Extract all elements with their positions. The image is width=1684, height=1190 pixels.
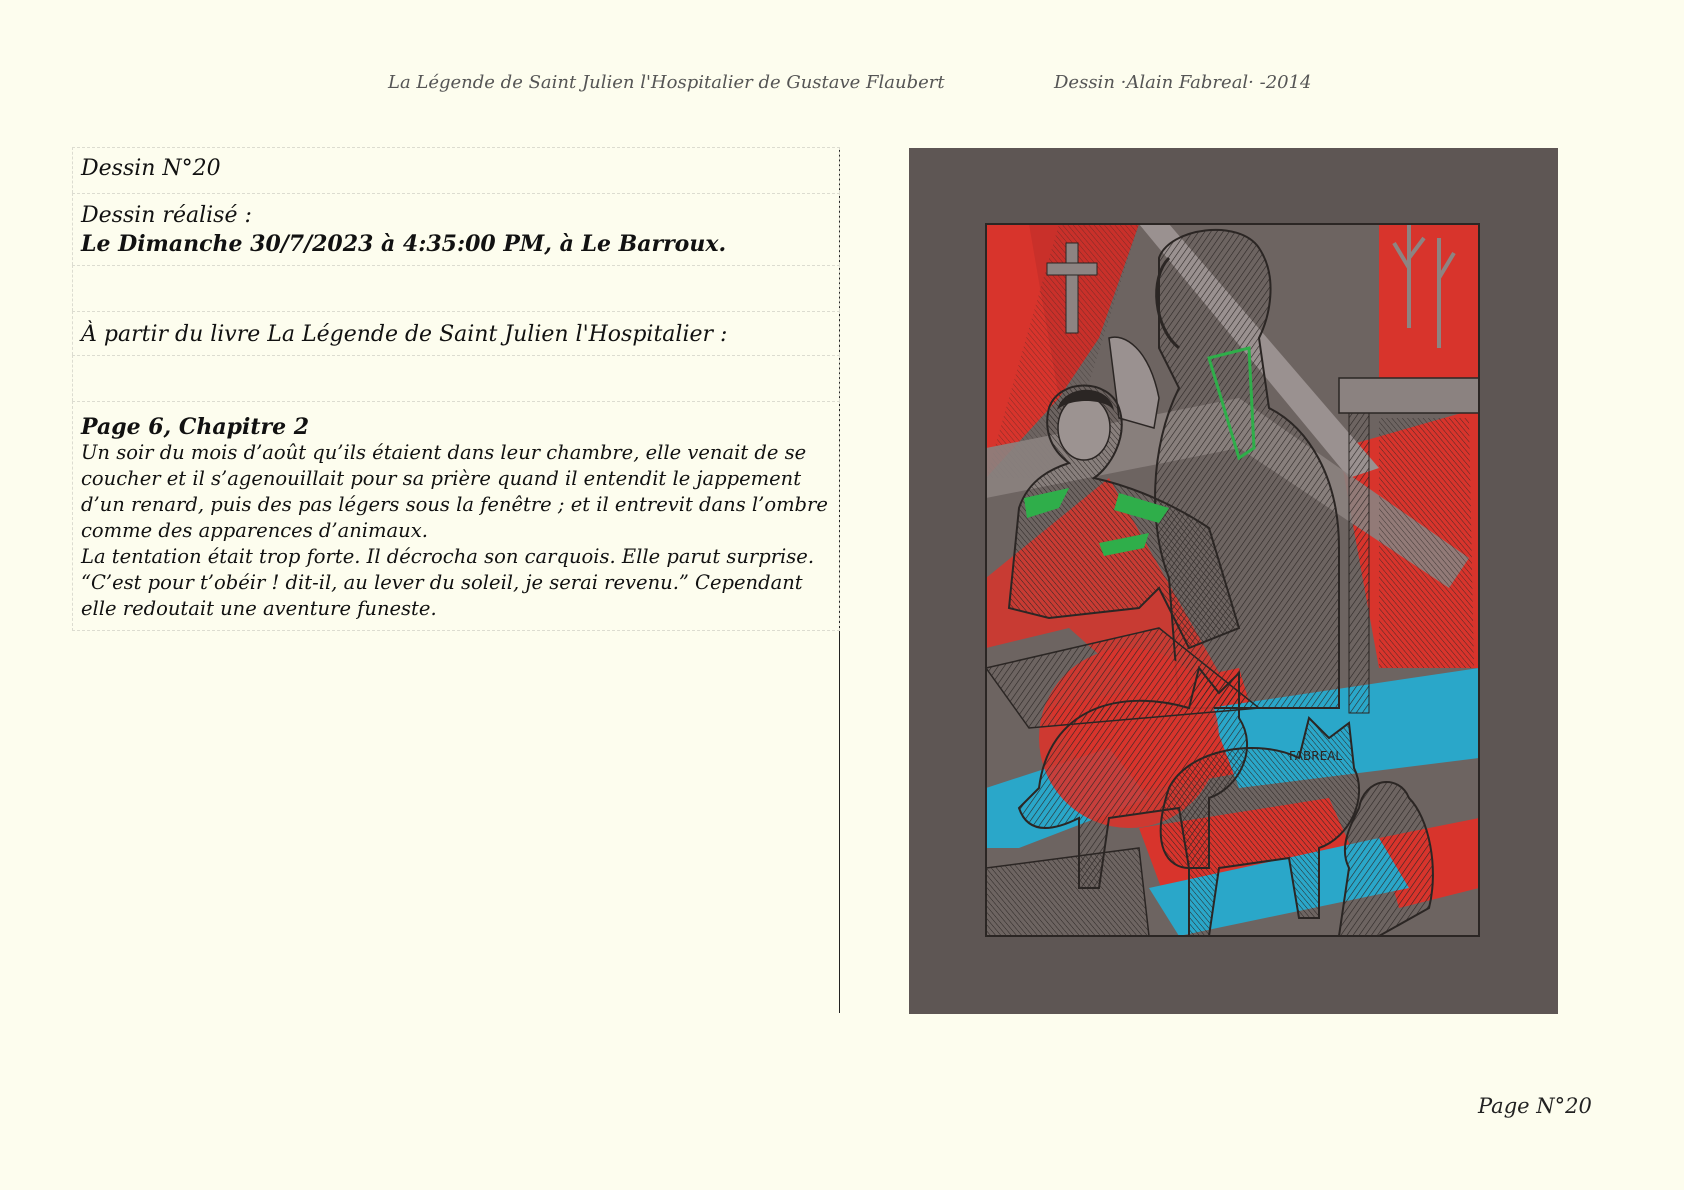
drawing-image — [909, 148, 1558, 1014]
source-label: À partir du livre La Légende de Saint Julien l'Hospitalier : — [81, 322, 728, 347]
page-header — [0, 72, 1684, 102]
header-book-title: La Légende de Saint Julien l'Hospitalier de Gustave Flaubert — [388, 72, 945, 93]
empty-row — [72, 355, 840, 401]
drawing-number-row — [72, 147, 840, 193]
empty-row — [72, 265, 840, 311]
date-row — [72, 193, 840, 265]
quote-row — [72, 401, 840, 631]
page-number: Page N°20 — [1478, 1094, 1592, 1118]
quote-paragraph: La tentation était trop forte. Il décrocha son carquois. Elle parut surprise. “C’est pour t’obéir ! dit-il, au lever du soleil, je serai revenu.” Cependant elle redoutait une aventure funeste. — [81, 545, 815, 620]
source-row — [72, 311, 840, 355]
text-panel — [72, 147, 840, 1013]
header-credit: Dessin ·Alain Fabreal· -2014 — [1054, 72, 1312, 93]
made-value: Le Dimanche 30/7/2023 à 4:35:00 PM, à Le Barroux. — [81, 231, 727, 257]
made-label: Dessin réalisé : — [81, 203, 252, 228]
quote-paragraph: Un soir du mois d’août qu’ils étaient dans leur chambre, elle venait de se coucher et il s’agenouillait pour sa prière quand il entendit le jappement d’un renard, puis des pas légers sous la fenêtre ; et il entrevit dans l’ombre comme des apparences d’animaux. — [81, 441, 828, 542]
drawing-number: Dessin N°20 — [81, 156, 221, 181]
drawing-signature: FABREAL — [1289, 749, 1343, 763]
drawing-artwork — [909, 148, 1558, 1014]
quote-heading: Page 6, Chapitre 2 — [81, 414, 310, 440]
